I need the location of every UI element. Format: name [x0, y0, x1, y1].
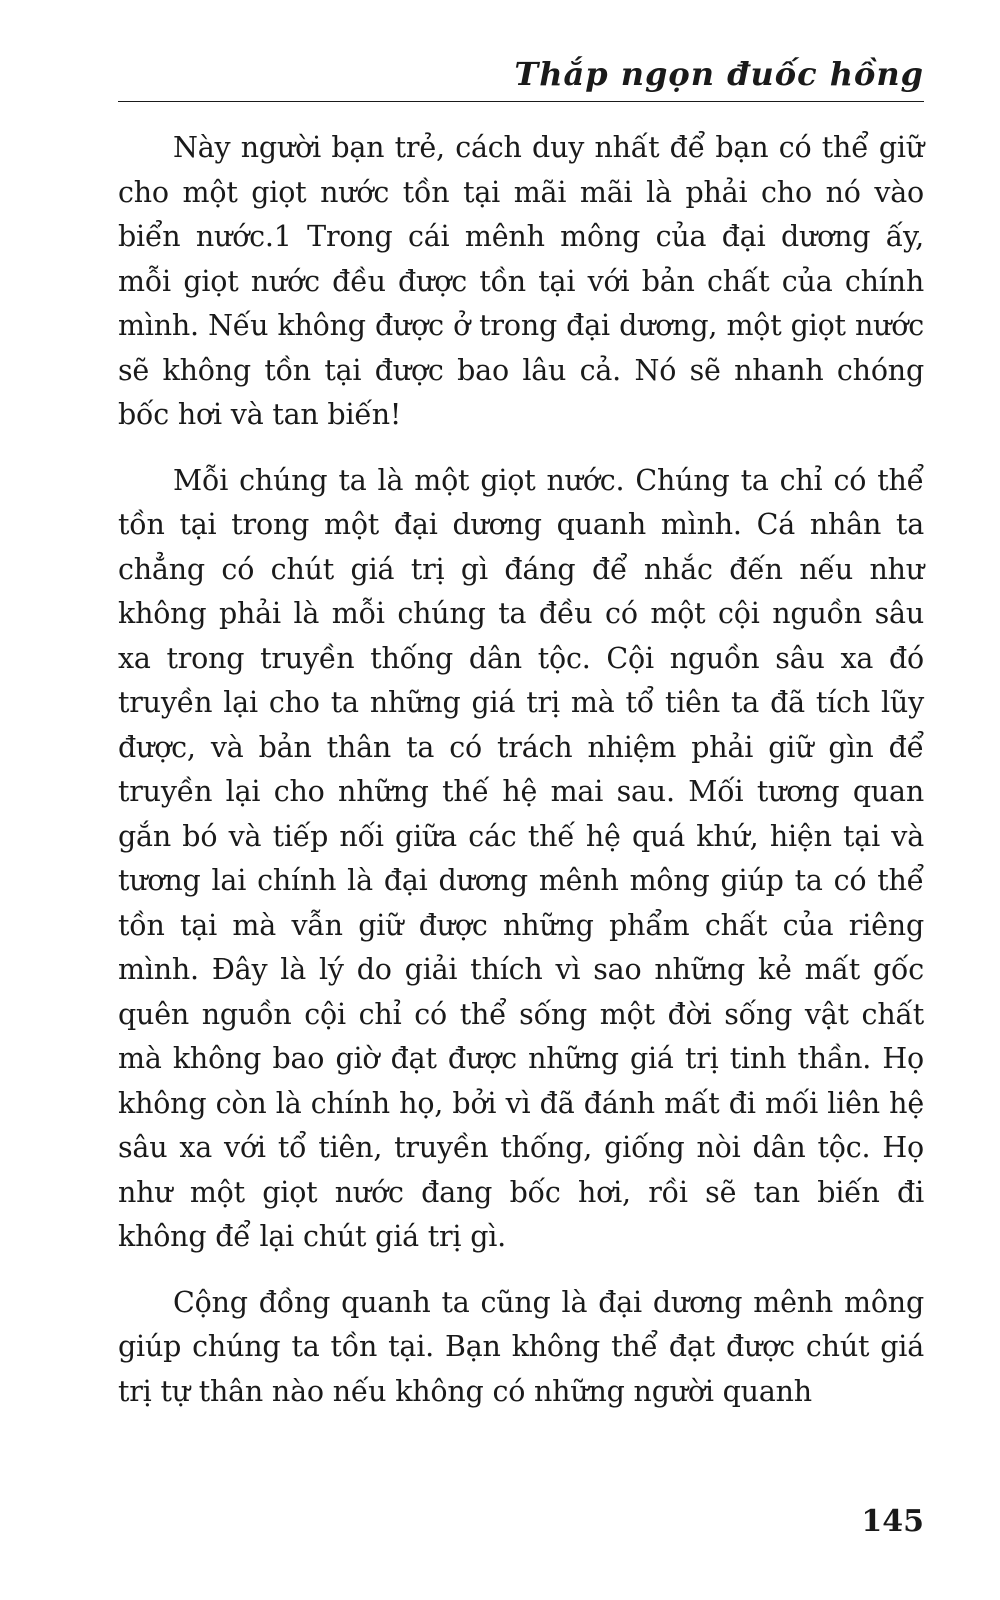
body-text — [118, 126, 924, 1435]
page-number: 145 — [861, 1504, 924, 1539]
header-rule — [118, 101, 924, 102]
paragraph-1: Này người bạn trẻ, cách duy nhất để bạn có thể giữ cho một giọt nước tồn tại mãi mãi là phải cho nó vào biển nước.1 Trong cái mênh mông của đại dương ấy, mỗi giọt nước đều được tồn tại với bản chất của chính mình. Nếu không được ở trong đại dương, một giọt nước sẽ không tồn tại được bao lâu cả. Nó sẽ nhanh chóng bốc hơi và tan biến! — [118, 131, 924, 431]
running-header-title: Thắp ngọn đuốc hồng — [514, 55, 924, 93]
paragraph-2: Mỗi chúng ta là một giọt nước. Chúng ta chỉ có thể tồn tại trong một đại dương quanh mình. Cá nhân ta chẳng có chút giá trị gì đáng để nhắc đến nếu như không phải là mỗi chúng ta đều có một cội nguồn sâu xa trong truyền thống dân tộc. Cội nguồn sâu xa đó truyền lại cho ta những giá trị mà tổ tiên ta đã tích lũy được, và bản thân ta có trách nhiệm phải giữ gìn để truyền lại cho những thế hệ mai sau. Mối tương quan gắn bó và tiếp nối giữa các thế hệ quá khứ, hiện tại và tương lai chính là đại dương mênh mông giúp ta có thể tồn tại mà vẫn giữ được những phẩm chất của riêng mình. Đây là lý do giải thích vì sao những kẻ mất gốc quên nguồn cội chỉ có thể sống một đời sống vật chất mà không bao giờ đạt được những giá trị tinh thần. Họ không còn là chính họ, bởi vì đã đánh mất đi mối liên hệ sâu xa với tổ tiên, truyền thống, giống nòi dân tộc. Họ như một giọt nước đang bốc hơi, rồi sẽ tan biến đi không để lại chút giá trị gì. — [118, 463, 924, 1253]
paragraph-3: Cộng đồng quanh ta cũng là đại dương mênh mông giúp chúng ta tồn tại. Bạn không thể đạt được chút giá trị tự thân nào nếu không có những người quanh — [118, 1285, 924, 1408]
